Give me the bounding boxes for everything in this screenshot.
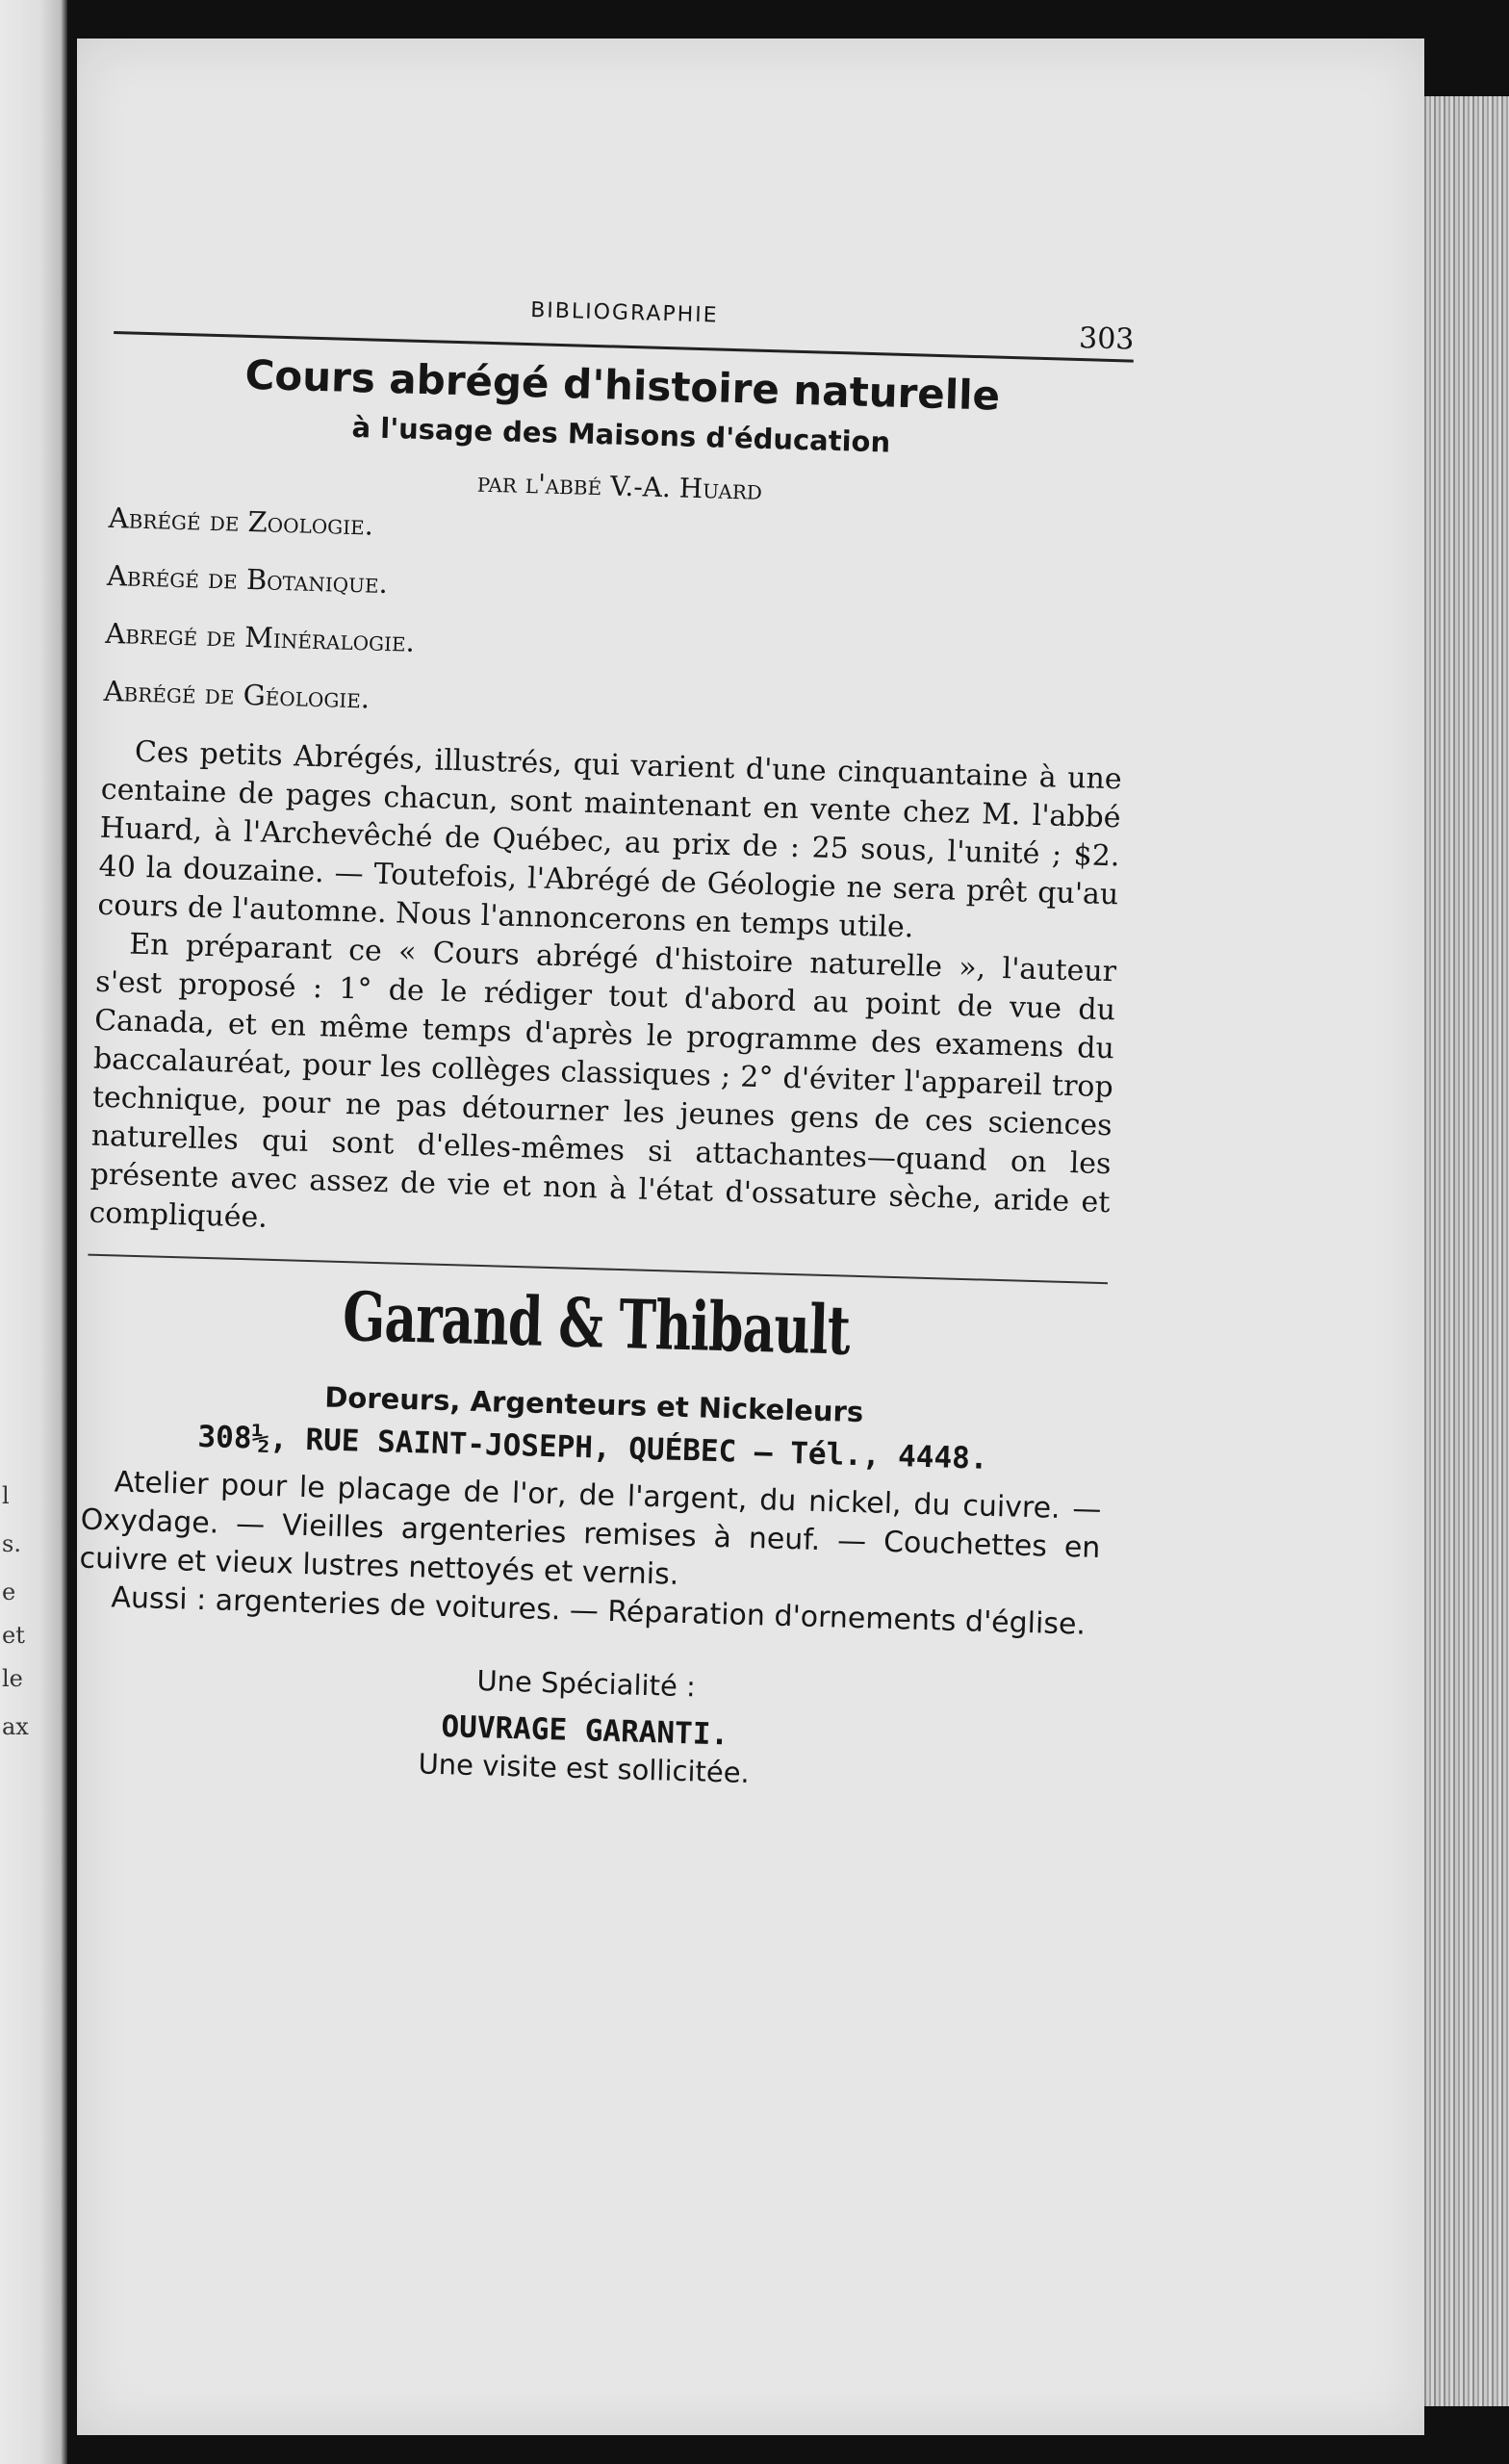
book-paragraph: En préparant ce « Cours abrégé d'histoire naturelle », l'auteur s'est proposé : 1° de le rédiger tout d'abord au point de vue du Canada, et en même temps d'après le programme des examens du baccalauréat, pour les collèges classiques ; 2° d'éviter l'appareil trop technique, pour ne pas détourner les jeunes gens de ces sciences naturelles qui sont d'elles-mêmes si attachantes—quand on les présente avec assez de vie et non à l'état d'ossature sèche, aride et compliquée. bbox=[89, 927, 1117, 1235]
ad-paragraph: Aussi : argenteries de voitures. — Réparation d'ornements d'église. bbox=[110, 1580, 1087, 1642]
running-head: BIBLIOGRAPHIE bbox=[529, 298, 719, 328]
page-stack-edges bbox=[1415, 96, 1509, 2406]
book-subtitle: à l'usage des Maisons d'éducation bbox=[351, 410, 891, 459]
book-list-item: Abrégé de Botanique. bbox=[106, 558, 389, 601]
margin-fragment: e bbox=[2, 1578, 16, 1605]
ad-address: 308½, RUE SAINT-JOSEPH, QUÉBEC — Tél., 4448. bbox=[197, 1419, 988, 1476]
ad-specialty: Une Spécialité : bbox=[476, 1664, 697, 1704]
book-list-item: Abregé de Minéralogie. bbox=[104, 616, 416, 658]
ad-text bbox=[78, 1463, 1102, 1646]
margin-fragment: l bbox=[2, 1482, 10, 1509]
margin-fragment: et bbox=[2, 1622, 25, 1649]
book-list-item: Abrégé de Zoologie. bbox=[108, 500, 374, 542]
page-content bbox=[73, 270, 1135, 1799]
book-title: Cours abrégé d'histoire naturelle bbox=[243, 350, 1001, 420]
ad-paragraph: Atelier pour le placage de l'or, de l'argent, du nickel, du cuivre. — Oxydage. — Vieilles argenteries remises à neuf. — Couchettes en cuivre et vieux lustres nettoyés et vernis. bbox=[79, 1465, 1102, 1592]
ad-company-name: Garand & Thibault bbox=[342, 1276, 852, 1371]
book-author: par l'abbé V.-A. Huard bbox=[476, 466, 763, 506]
adjacent-page-edge bbox=[0, 0, 67, 2464]
book-list-item: Abrégé de Géologie. bbox=[103, 674, 371, 715]
ad-guarantee: OUVRAGE GARANTI. bbox=[441, 1709, 729, 1753]
margin-fragment: s. bbox=[2, 1530, 21, 1557]
ad-trades: Doreurs, Argenteurs et Nickeleurs bbox=[323, 1380, 864, 1429]
margin-fragment: ax bbox=[2, 1713, 29, 1740]
margin-fragment: le bbox=[2, 1665, 23, 1692]
advertisement bbox=[73, 1254, 1108, 1799]
page-number: 303 bbox=[1078, 321, 1135, 357]
book-paragraph: Ces petits Abrégés, illustrés, qui varient d'une cinquantaine à une centaine de pages chacun, sont maintenant en vente chez M. l'abbé Huard, à l'Archevêché de Québec, au prix de : 25 sous, l'unité ; $2. 40 la douzaine. — Toutefois, l'Abrégé de Géologie ne sera prêt qu'au cours de l'automne. Nous l'annoncerons en temps utile. bbox=[97, 734, 1123, 945]
ad-visit: Une visite est sollicitée. bbox=[418, 1747, 751, 1789]
